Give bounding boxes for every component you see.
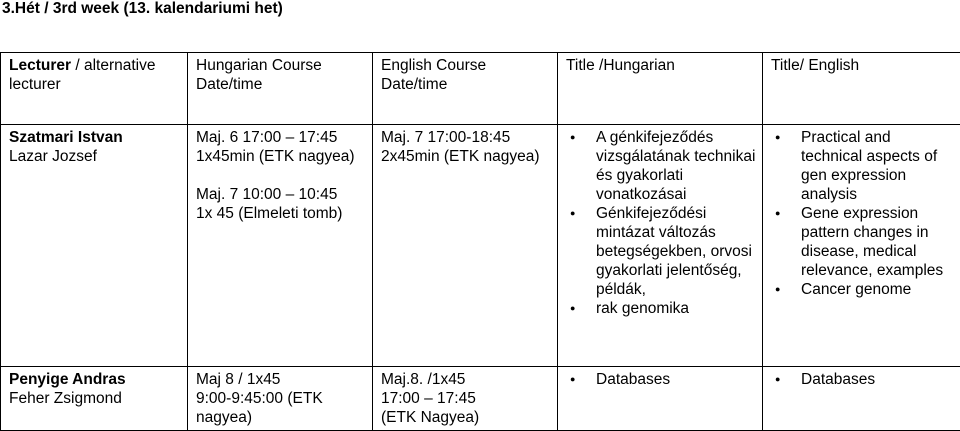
en-course-cell: [373, 125, 558, 367]
title-en-list: [771, 370, 954, 389]
header-row: [1, 53, 960, 125]
title-en-cell: [763, 367, 960, 431]
list-item: ● Génkifejeződési mintázat változás betegségekben, orvosi gyakorlati jelentőség, példák,: [566, 204, 756, 299]
en-date-line: Maj. 7 17:00-18:45: [381, 128, 551, 147]
lecturer-name: Szatmari Istvan: [9, 128, 181, 147]
header-lecturer-label: Lecturer: [9, 57, 71, 74]
header-title-hu: [558, 53, 763, 125]
hu-date-line: Maj. 6 17:00 – 17:45: [196, 128, 366, 147]
table-row: [1, 125, 960, 367]
list-item: ● Cancer genome: [771, 280, 954, 299]
title-en-cell: [763, 125, 960, 367]
hu-duration-line: 1x 45 (Elmeleti tomb): [196, 204, 366, 223]
header-hu-course: [188, 53, 373, 125]
en-location-line: (ETK Nagyea): [381, 408, 551, 427]
hu-course-cell: [188, 125, 373, 367]
en-course-cell: [373, 367, 558, 431]
header-title-hu-label: Title /Hungarian: [566, 57, 675, 74]
hu-date-line: Maj 8 / 1x45: [196, 370, 366, 389]
table-row: [1, 367, 960, 431]
page-heading: 3.Hét / 3rd week (13. kalendariumi het): [2, 0, 283, 18]
list-item: ● Databases: [566, 370, 756, 389]
lecturer-name: Penyige Andras: [9, 370, 181, 389]
alt-lecturer-name: Feher Zsigmond: [9, 390, 122, 407]
header-hu-course-label: Hungarian Course Date/time: [196, 57, 322, 93]
en-duration-line: 2x45min (ETK nagyea): [381, 147, 551, 166]
lecturer-cell: [1, 367, 188, 431]
title-hu-list: [566, 128, 756, 318]
header-en-course: [373, 53, 558, 125]
alt-lecturer-name: Lazar Jozsef: [9, 148, 97, 165]
schedule-table: [0, 52, 960, 431]
en-time-line: 17:00 – 17:45: [381, 389, 551, 408]
en-date-line: Maj.8. /1x45: [381, 370, 551, 389]
list-item: ● rak genomika: [566, 299, 756, 318]
header-lecturer: [1, 53, 188, 125]
header-alt-lecturer-label: / alternative lecturer: [9, 57, 155, 93]
hu-duration-line: 9:00-9:45:00 (ETK nagyea): [196, 389, 366, 427]
title-hu-cell: [558, 125, 763, 367]
lecturer-cell: [1, 125, 188, 367]
header-title-en: [763, 53, 960, 125]
title-en-list: [771, 128, 954, 299]
hu-course-cell: [188, 367, 373, 431]
title-hu-cell: [558, 367, 763, 431]
hu-duration-line: 1x45min (ETK nagyea): [196, 147, 366, 166]
header-title-en-label: Title/ English: [771, 57, 859, 74]
list-item: ● Practical and technical aspects of gen expression analysis: [771, 128, 954, 204]
header-en-course-label: English Course Date/time: [381, 57, 486, 93]
list-item: ● Databases: [771, 370, 954, 389]
hu-date-line: Maj. 7 10:00 – 10:45: [196, 185, 366, 204]
list-item: ● Gene expression pattern changes in disease, medical relevance, examples: [771, 204, 954, 280]
list-item: ● A génkifejeződés vizsgálatának technikai és gyakorlati vonatkozásai: [566, 128, 756, 204]
title-hu-list: [566, 370, 756, 389]
